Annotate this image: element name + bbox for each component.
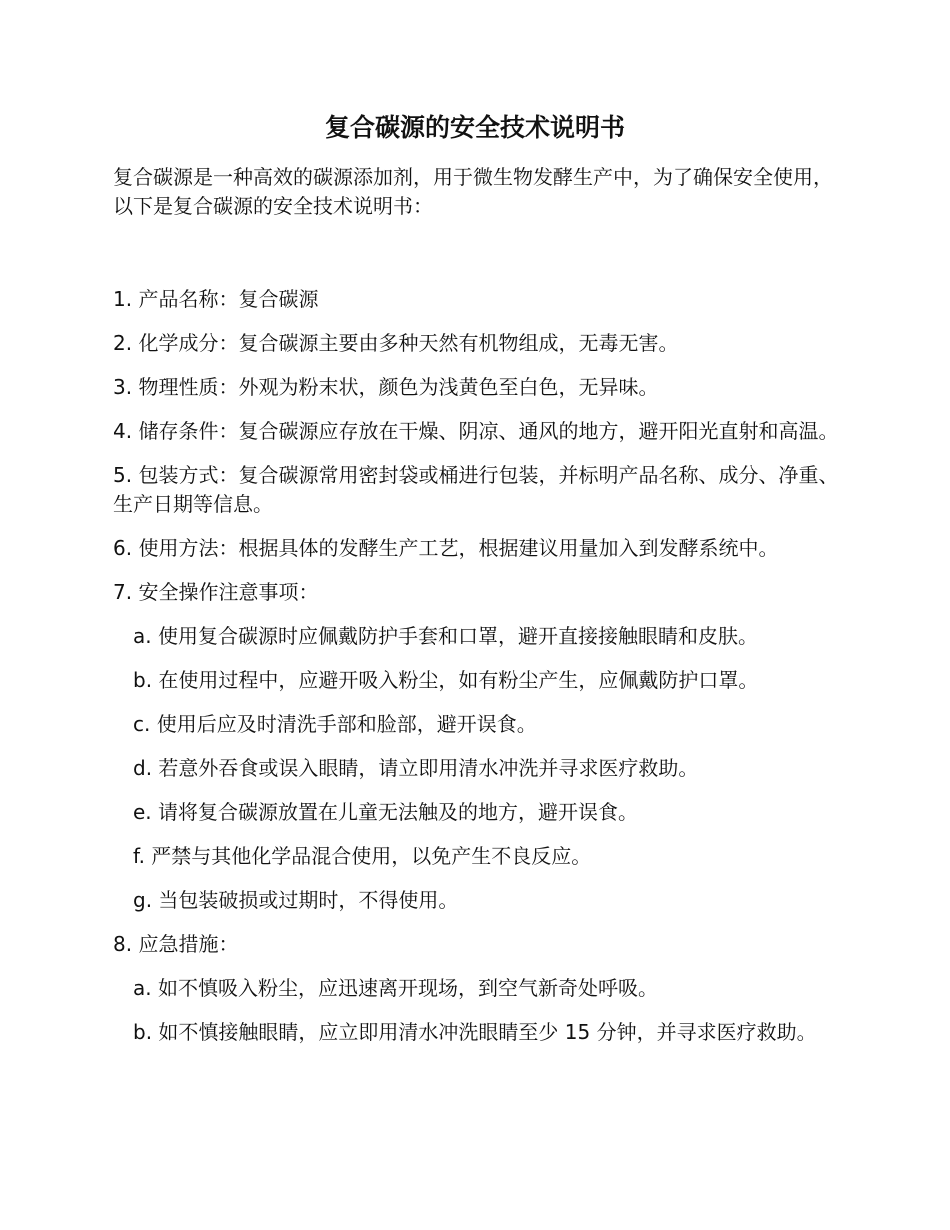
intro-paragraph: 复合碳源是一种高效的碳源添加剂，用于微生物发酵生产中，为了确保安全使用，以下是复合碳源的安全技术说明书： xyxy=(113,165,833,218)
safety-item-c: c. 使用后应及时清洗手部和脸部，避开误食。 xyxy=(133,712,537,736)
item-storage-conditions: 4. 储存条件：复合碳源应存放在干燥、阴凉、通风的地方，避开阳光直射和高温。 xyxy=(113,419,839,443)
safety-item-d: d. 若意外吞食或误入眼睛，请立即用清水冲洗并寻求医疗救助。 xyxy=(133,756,699,780)
emergency-item-a: a. 如不慎吸入粉尘，应迅速离开现场，到空气新奇处呼吸。 xyxy=(133,976,658,1000)
document-body xyxy=(113,163,841,1062)
safety-item-a: a. 使用复合碳源时应佩戴防护手套和口罩，避开直接接触眼睛和皮肤。 xyxy=(133,624,758,648)
item-usage-method: 6. 使用方法：根据具体的发酵生产工艺，根据建议用量加入到发酵系统中。 xyxy=(113,536,779,560)
safety-item-e: e. 请将复合碳源放置在儿童无法触及的地方，避开误食。 xyxy=(133,800,639,824)
item-product-name: 1. 产品名称：复合碳源 xyxy=(113,287,319,311)
item-chemical-composition: 2. 化学成分：复合碳源主要由多种天然有机物组成，无毒无害。 xyxy=(113,331,679,355)
emergency-item-b: b. 如不慎接触眼睛，应立即用清水冲洗眼睛至少 15 分钟，并寻求医疗救助。 xyxy=(133,1020,817,1044)
safety-item-f: f. 严禁与其他化学品混合使用，以免产生不良反应。 xyxy=(133,844,592,868)
safety-item-g: g. 当包装破损或过期时，不得使用。 xyxy=(133,888,459,912)
safety-heading: 7. 安全操作注意事项： xyxy=(113,580,319,604)
item-packaging: 5. 包装方式：复合碳源常用密封袋或桶进行包装，并标明产品名称、成分、净重、生产日期等信息。 xyxy=(113,463,839,516)
item-physical-properties: 3. 物理性质：外观为粉末状，颜色为浅黄色至白色，无异味。 xyxy=(113,375,659,399)
safety-item-b: b. 在使用过程中，应避开吸入粉尘，如有粉尘产生，应佩戴防护口罩。 xyxy=(133,668,759,692)
emergency-heading: 8. 应急措施： xyxy=(113,932,239,956)
document-title: 复合碳源的安全技术说明书 xyxy=(324,113,625,142)
